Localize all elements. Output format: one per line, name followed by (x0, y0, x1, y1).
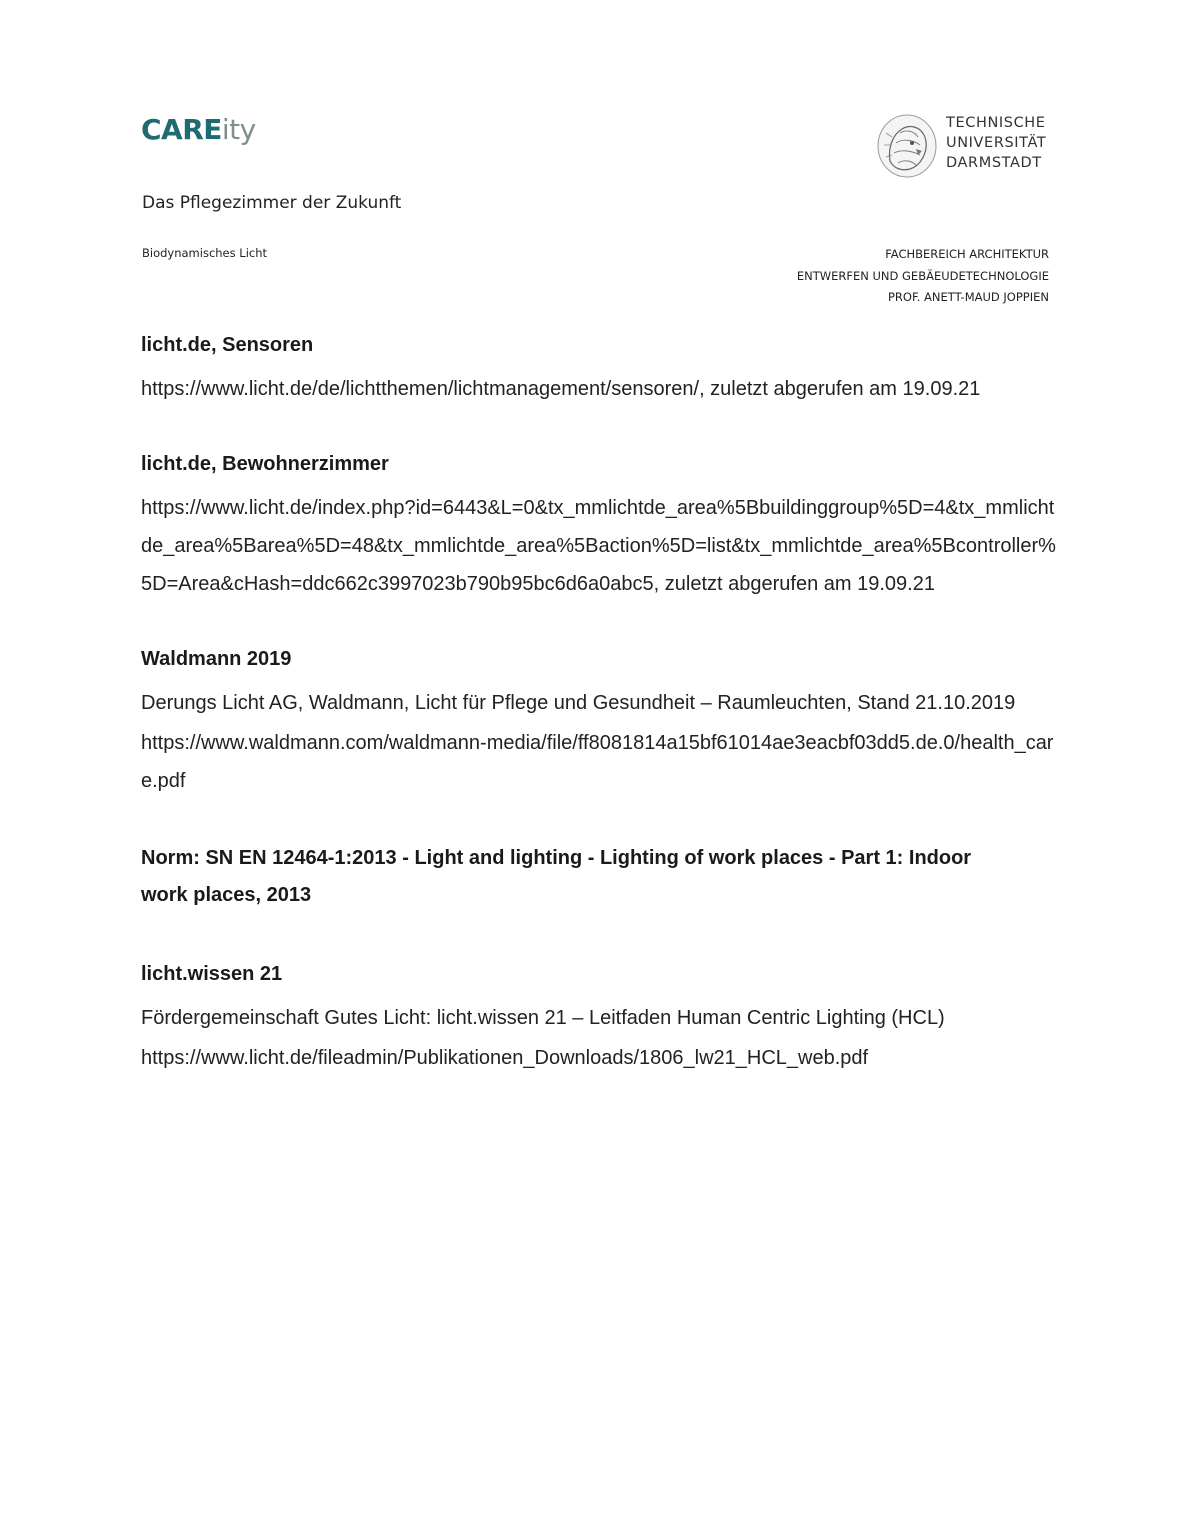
reference-title: Waldmann 2019 (141, 648, 292, 670)
reference-url: https://www.licht.de/fileadmin/Publikationen_Downloads/1806_lw21_HCL_web.pdf (141, 1047, 869, 1069)
reference-text: Derungs Licht AG, Waldmann, Licht für Pflege und Gesundheit – Raumleuchten, Stand 21.10.2019 (141, 692, 1016, 714)
reference-entry (141, 327, 1056, 408)
department-line-1: FACHBEREICH ARCHITEKTUR (885, 247, 1049, 261)
reference-entry (141, 956, 1056, 1077)
reference-title: licht.wissen 21 (141, 963, 283, 985)
reference-url: https://www.waldmann.com/waldmann-media/file/ff8081814a15bf61014ae3eacbf03dd5.de.0/health_care.pdf (141, 732, 1054, 792)
careity-logo (141, 112, 256, 148)
reference-title: licht.de, Sensoren (141, 334, 314, 356)
department-info (797, 244, 1049, 309)
university-line-3: DARMSTADT (946, 155, 1042, 171)
reference-list (141, 327, 1056, 1077)
reference-text: Fördergemeinschaft Gutes Licht: licht.wissen 21 – Leitfaden Human Centric Lighting (HCL) (141, 1007, 945, 1029)
reference-title: licht.de, Bewohnerzimmer (141, 453, 389, 475)
reference-entry (141, 840, 1056, 914)
document-topic: Biodynamisches Licht (142, 246, 268, 260)
reference-text: https://www.licht.de/de/lichtthemen/lichtmanagement/sensoren/, zuletzt abgerufen am 19.09.21 (141, 378, 981, 400)
logo-ity: ity (221, 113, 256, 146)
reference-text: https://www.licht.de/index.php?id=6443&L=0&tx_mmlichtde_area%5Bbuildinggroup%5D=4&tx_mmlichtde_area%5Barea%5D=48&tx_mmlichtde_area%5Baction%5D=list&tx_mmlichtde_area%5Bcontroller%5D=Area&cHash=ddc662c3997023b790b95bc6d6a0abc5, zuletzt abgerufen am 19.09.21 (141, 497, 1056, 595)
university-line-2: UNIVERSITÄT (946, 135, 1047, 151)
department-line-2: ENTWERFEN UND GEBÄEUDETECHNOLOGIE (796, 268, 1049, 283)
reference-entry (141, 641, 1056, 800)
reference-title: Norm: SN EN 12464-1:2013 - Light and lighting - Lighting of work places - Part 1: Indoor work places, 2013 (141, 847, 972, 906)
university-name (946, 113, 1046, 173)
logo-care: CARE (141, 113, 222, 146)
document-subtitle: Das Pflegezimmer der Zukunft (142, 193, 402, 213)
athena-seal-icon (876, 113, 938, 179)
department-line-3: PROF. ANETT-MAUD JOPPIEN (887, 290, 1049, 304)
reference-entry (141, 446, 1056, 603)
university-line-1: TECHNISCHE (946, 115, 1046, 131)
